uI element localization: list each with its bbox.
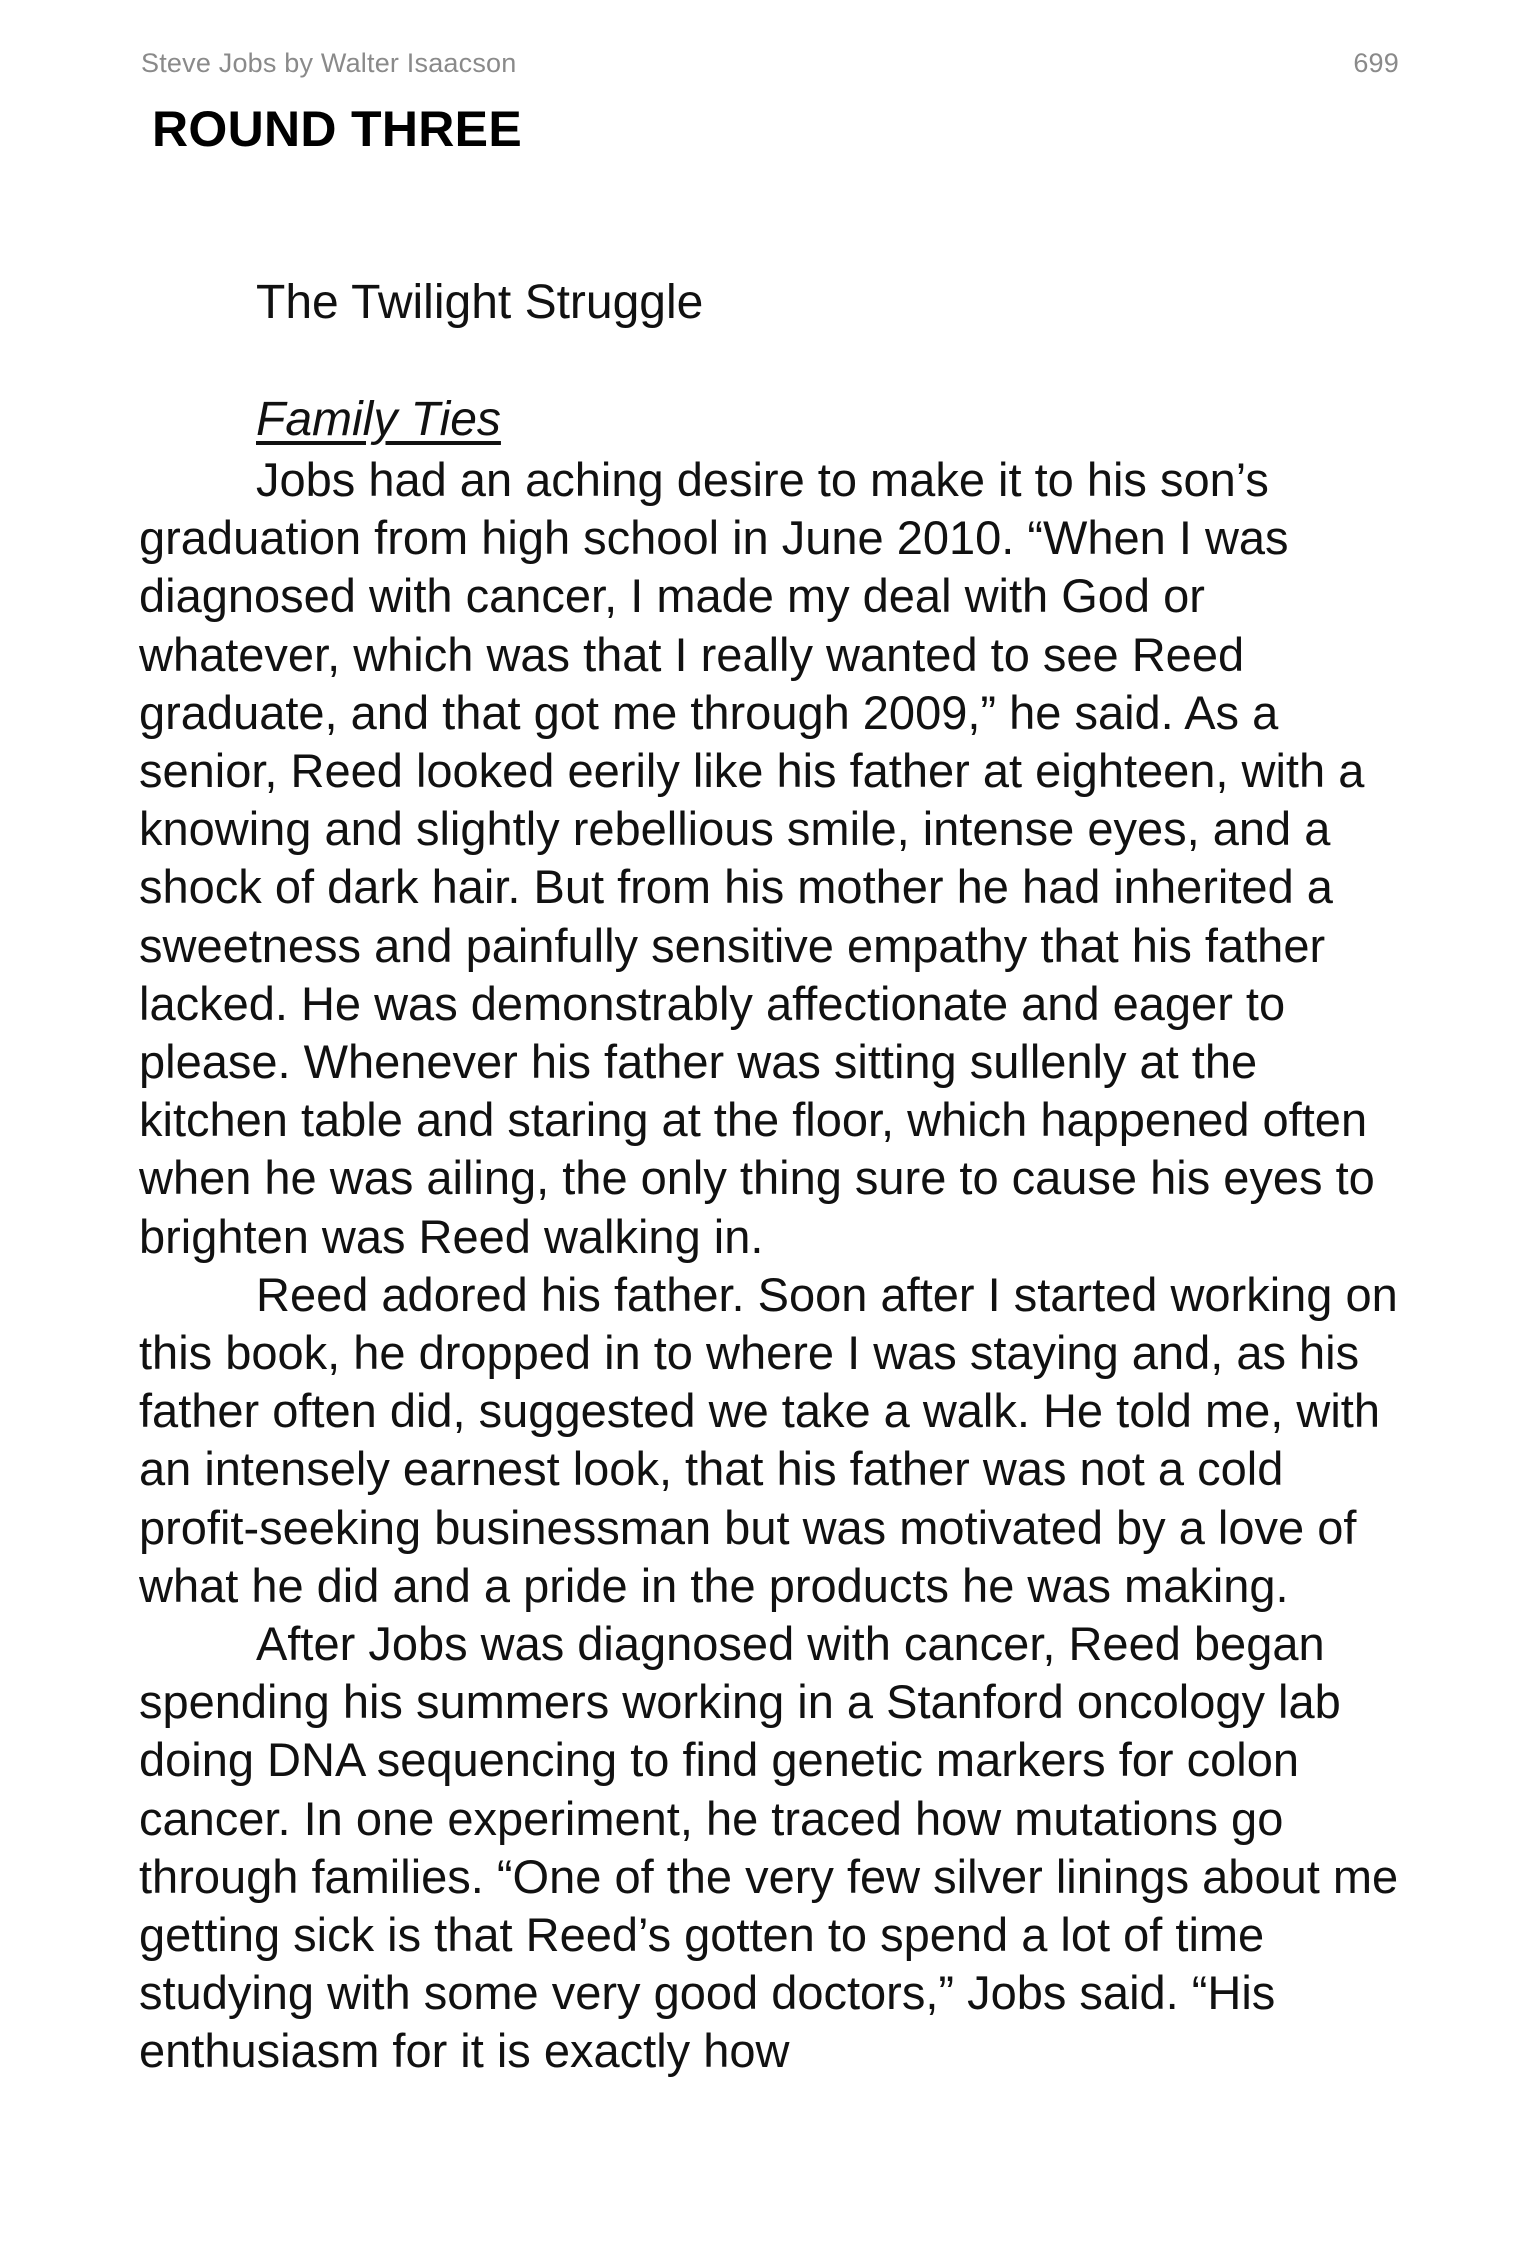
paragraph: Reed adored his father. Soon after I started working on this book, he dropped in to where I was staying and, as his father often did, suggested we take a walk. He told me, with an intensely earnest look, that his father was not a cold profit-seeking businessman but was motivated by a love of what he did and a pride in the products he was making. xyxy=(139,1267,1398,1612)
part-title: ROUND THREE xyxy=(152,101,522,157)
book-title: Steve Jobs by Walter Isaacson xyxy=(141,48,517,78)
chapter-title: The Twilight Struggle xyxy=(256,276,704,329)
page-number: 699 xyxy=(1353,48,1399,78)
section-title: Family Ties xyxy=(256,393,501,446)
running-header xyxy=(141,48,1399,84)
paragraph: After Jobs was diagnosed with cancer, Reed began spending his summers working in a Stanford oncology lab doing DNA sequencing to find genetic markers for colon cancer. In one experiment, he traced how mutations go through families. “One of the very few silver linings about me getting sick is that Reed’s gotten to spend a lot of time studying with some very good doctors,” Jobs said. “His enthusiasm for it is exactly how xyxy=(139,1617,1399,2078)
body-text xyxy=(139,451,1409,2081)
paragraph: Jobs had an aching desire to make it to his son’s graduation from high school in June 2010. “When I was diagnosed with cancer, I made my deal with God or whatever, which was that I really wanted to see Reed graduate, and that got me through 2009,” he said. As a senior, Reed looked eerily like his father at eighteen, with a knowing and slightly rebellious smile, intense eyes, and a shock of dark hair. But from his mother he had inherited a sweetness and painfully sensitive empathy that his father lacked. He was demonstrably affectionate and eager to please. Whenever his father was sitting sullenly at the kitchen table and staring at the floor, which happened often when he was ailing, the only thing sure to cause his eyes to brighten was Reed walking in. xyxy=(139,453,1375,1263)
